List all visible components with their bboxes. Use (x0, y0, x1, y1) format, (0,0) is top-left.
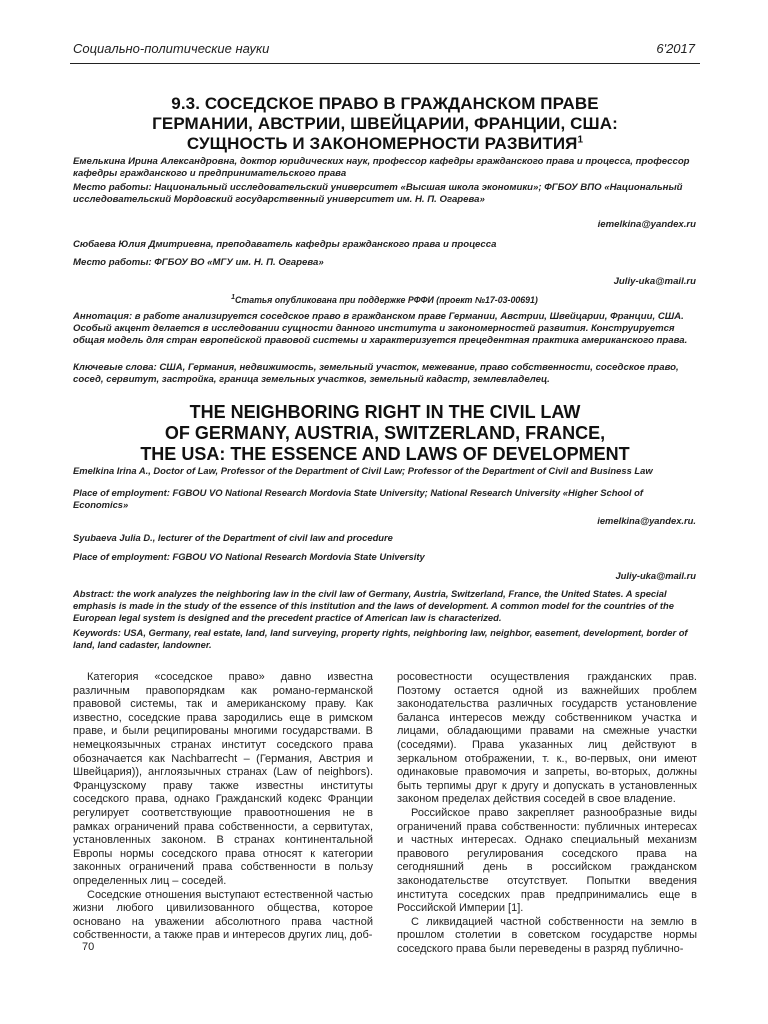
body-paragraph: Соседские отношения выступают естественной частью жизни любого цивилизованного общества, которое основано на уважении абсолютного права частной собственности, а также прав и интересов других лиц, доб- (73, 888, 373, 942)
en-keywords: Keywords: USA, Germany, real estate, land, land surveying, property rights, neighboring law, neighbor, easement, development, border of land, land cadaster, landowner. (73, 627, 688, 650)
issue-number: 6'2017 (656, 41, 695, 56)
body-paragraph: росовестности осуществления гражданских прав. Поэтому остается одной из важнейших проблем законодательства различных государств установление баланса интересов между собственником участка и лицами, обладающими правами на смежные участки (соседями). Права указанных лиц действуют в зеркальном отображении, т. к., во-первых, они имеют одинаковые правомочия и запреты, во-вторых, должны быть терпимы друг к другу и допускать в установленных законом пределах действия соседей в свое владение. (397, 671, 697, 806)
body-paragraph: Российское право закрепляет разнообразные виды ограничений права собственности: публичных интересах и частных интересах. Однако специальный механизм правового регулирования соседского права на сегодняшний день в российском гражданском законодательстве отсутствует. Попытки введения института соседских прав предпринимались еще в Российской Империи [1]. (397, 806, 697, 915)
journal-name: Социально-политические науки (73, 41, 270, 56)
body-paragraph: С ликвидацией частной собственности на землю в прошлом столетии в советском государстве нормы соседского права были переведены в разряд публично- (397, 915, 697, 955)
en-author-2: Syubaeva Julia D., lecturer of the Department of civil law and procedure (73, 532, 393, 543)
russian-title-line-1: 9.3. СОСЕДСКОЕ ПРАВО В ГРАЖДАНСКОМ ПРАВЕ (171, 94, 599, 113)
russian-title-line-3-text: СУЩНОСТЬ И ЗАКОНОМЕРНОСТИ РАЗВИТИЯ (186, 134, 578, 153)
body-paragraph: Категория «соседское право» давно известна различным правопорядкам как романо-германской правовой системы, так и американскому праву. Как известно, соседские права зародились еще в римском праве, и были реципированы многими государствами. В немецкоязычных странах институт соседского права обозначается как Nachbarrecht – (Германия, Австрия и Швейцария)), англоязычных странах (Law of neighbors). Французскому праву также известны институты соседского права, однако Гражданский кодекс Франции регулирует соответствующие правоотношения не в рамках ограничений права собственности, а сервитутах, установленных законом. В странах континентальной Европы нормы соседского права относят к категории законных ограничений права собственности в пользу определенных лиц – соседей. (73, 671, 373, 887)
en-author-1: Emelkina Irina A., Doctor of Law, Professor of the Department of Civil Law; Professor of the Department of Civil and Business Law (73, 465, 653, 476)
page-number: 70 (82, 941, 95, 953)
english-title-line-2: OF GERMANY, AUSTRIA, SWITZERLAND, FRANCE, (164, 423, 606, 443)
en-abstract: Abstract: the work analyzes the neighboring law in the civil law of Germany, Austria, Switzerland, France, the United States. A special emphasis is made in the study of the essence of this institution and the laws of development. A common model for the countries of the European legal system is designed and the precedent practice of American law is characterized. (73, 588, 674, 623)
body-column-left (73, 671, 373, 943)
russian-title (70, 94, 700, 154)
ru-author-1-workplace: Место работы: Национальный исследовательский университет «Высшая школа экономики»; ФГБОУ ВПО «Национальный исследовательский Мордовский государственный университет им. Н. П. Огарева» (73, 182, 683, 205)
ru-author-1-email: iemelkina@yandex.ru (597, 219, 696, 230)
ru-keywords: Ключевые слова: США, Германия, недвижимость, земельный участок, межевание, право собственности, соседское право, сосед, сервитут, застройка, граница земельных участков, земельный кадастр, землевладелец. (73, 362, 679, 385)
russian-title-line-3 (70, 134, 700, 154)
ru-author-2: Сюбаева Юлия Дмитриевна, преподаватель кафедры гражданского права и процесса (73, 239, 497, 250)
footnote-sup: 1 (231, 294, 236, 302)
footnote-text: Статья опубликована при поддержке РФФИ (проект №17-03-00691) (235, 295, 538, 305)
en-author-2-email: Juliy-uka@mail.ru (615, 570, 696, 581)
english-title-line-1: THE NEIGHBORING RIGHT IN THE CIVIL LAW (189, 402, 581, 422)
en-author-2-workplace: Place of employment: FGBOU VO National Research Mordovia State University (73, 551, 425, 562)
header-rule (70, 63, 700, 64)
en-author-1-email: iemelkina@yandex.ru. (597, 515, 696, 526)
funding-footnote (73, 294, 696, 306)
ru-abstract: Аннотация: в работе анализируется соседское право в гражданском праве Германии, Австрии, Швейцарии, Франции, США. Особый акцент делается в исследовании сущности данного института и закономерностей развития. Конструируется общая модель для стран европейской правовой системы и характеризуется прецедентная практика американского права. (73, 311, 688, 346)
footnote-marker: 1 (577, 134, 584, 146)
ru-author-2-email: Juliy-uka@mail.ru (613, 276, 696, 287)
en-author-1-workplace: Place of employment: FGBOU VO National Research Mordovia State University; National Research University «Higher School of Economics» (73, 487, 643, 510)
ru-author-1: Емелькина Ирина Александровна, доктор юридических наук, профессор кафедры гражданского права и процесса, профессор кафедры гражданского и предпринимательского права (73, 156, 690, 179)
body-column-right (397, 671, 697, 956)
ru-author-2-workplace: Место работы: ФГБОУ ВО «МГУ им. Н. П. Огарева» (73, 257, 324, 268)
russian-title-line-2: ГЕРМАНИИ, АВСТРИИ, ШВЕЙЦАРИИ, ФРАНЦИИ, США: (152, 114, 618, 133)
english-title (70, 402, 700, 465)
english-title-line-3: THE USA: THE ESSENCE AND LAWS OF DEVELOPMENT (140, 444, 630, 464)
